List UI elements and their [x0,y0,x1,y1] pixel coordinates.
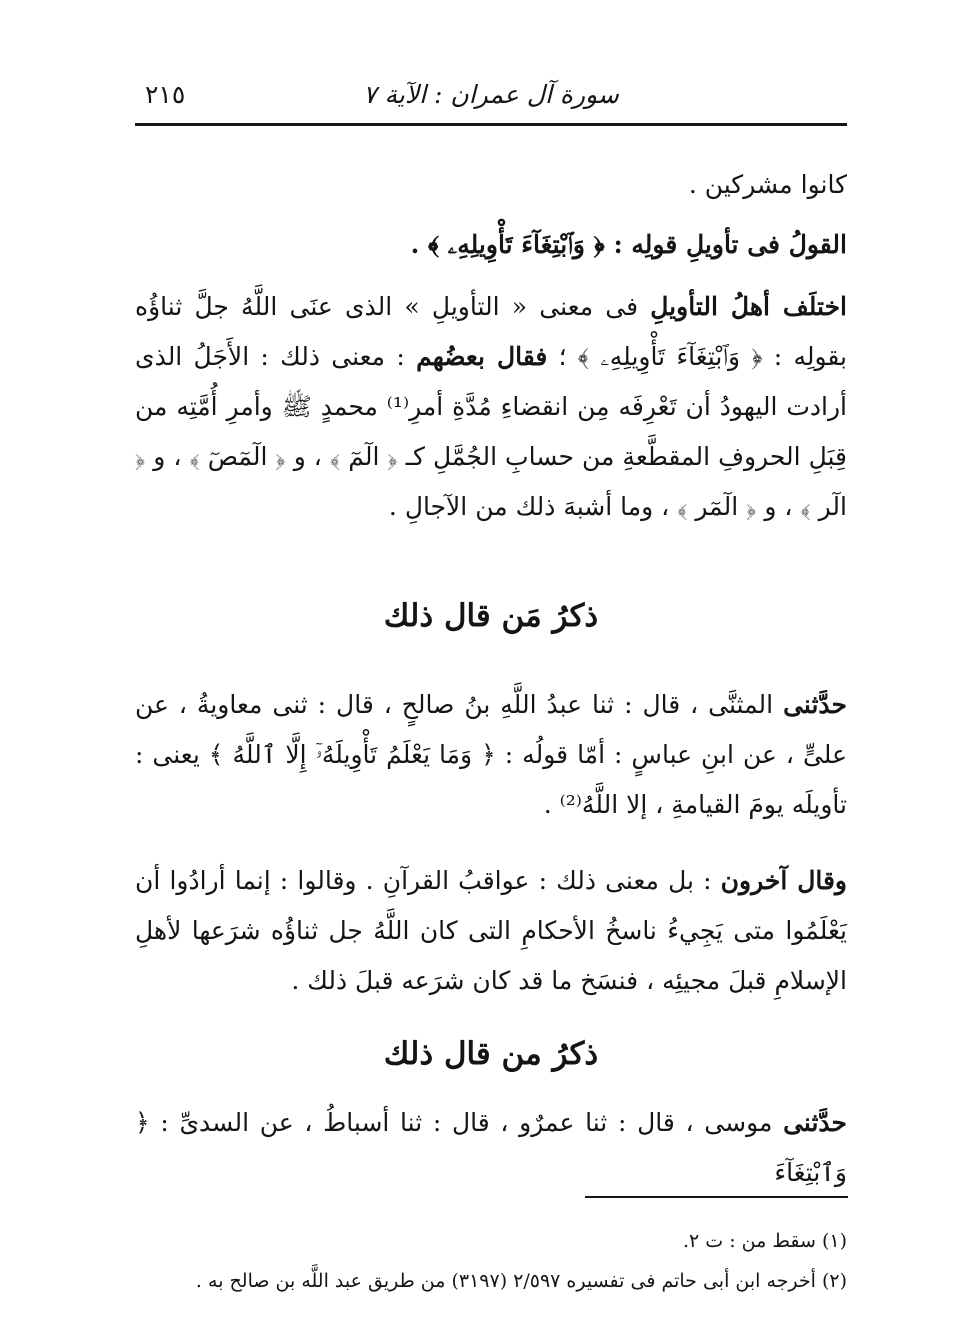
footnote-2: (٢) أخرجه ابن أبى حاتم فى تفسيره ٢/٥٩٧ (٣١٩٧) من طريق عبد اللَّه بن صالح به . [195,1270,847,1292]
paragraph-differing-views [135,282,847,532]
lead-phrase: فقال بعضُهم [416,342,548,371]
paragraph-text: موسى ، قال : ثنا عمرٌو ، قال : ثنا أسباطُ ، عن السدىِّ : ﴿ وَٱبْتِغَآءَ [135,1108,847,1187]
page-header [135,72,847,124]
section-title-interpretation: القولُ فى تأويلِ قولِه : ﴿ وَٱبْتِغَآءَ تَأْوِيلِهِۦ ﴾ . [410,230,847,259]
page-number: ٢١٥ [145,80,186,109]
paragraph-narration-1 [135,680,847,830]
paragraph-continuation: كانوا مشركين . [688,170,847,199]
paragraph-text: : معنى ذلك : الأَجَلُ الذى أرادت اليهودُ أن تَعْرِفَه مِن انقضاءِ مُدَّةِ أمرِ⁽¹⁾ محمدٍ ﷺ وأمرِ أُمَّتِه من قِبَلِ الحروفِ المقطَّعةِ من حسابِ الجُمَّلِ كـ ﴿ الٓمٓ ﴾ ، و ﴿ الٓمٓصٓ ﴾ ، و ﴿ الٓر ﴾ ، و ﴿ الٓمٓر ﴾ ، وما أشبهَ ذلك من الآجالِ . [135,342,847,521]
running-title: سورة آل عمران : الآية ٧ [363,80,619,109]
heading-who-said-so-2: ذكرُ من قال ذلك [383,1036,599,1072]
paragraph-text: المثنَّى ، قال : ثنا عبدُ اللَّهِ بنُ صالحٍ ، قال : ثنى معاويةُ ، عن علىٍّ ، عن ابنِ عباسٍ : أمّا قولُه : ﴿ وَمَا يَعْلَمُ تَأْوِيلَهُۥٓ إِلَّا ٱللَّهُ ﴾ يعنى : تأويلَه يومَ القيامةِ ، إلا اللَّهُ⁽²⁾ . [135,690,847,819]
lead-phrase: اختلَف أهلُ التأويلِ [650,292,847,321]
footnote-1: (١) سقط من : ت ٢. [682,1230,847,1252]
footnote-rule [585,1196,848,1198]
paragraph-text: : بل معنى ذلك : عواقبُ القرآنِ . وقالوا : إنما أرادُوا أن يَعْلَمُوا متى يَجِيءُ ناسخُ الأحكامِ التى كان اللَّهُ جل ثناؤُه شرَعها لأهلِ الإسلامِ قبلَ مجيئِه ، فنسَخ ما قد كان شرَعه قبلَ ذلك . [135,866,847,995]
header-rule [135,123,847,126]
paragraph-other-view [135,856,847,1006]
heading-who-said-so: ذكرُ مَن قال ذلك [383,598,599,634]
lead-phrase: وقال آخرون [720,866,847,895]
lead-phrase: حدَّثنى [783,1108,847,1137]
lead-phrase: حدَّثنى [783,690,847,719]
paragraph-narration-2 [135,1098,847,1198]
paragraph-text: فى معنى « التأويلِ » الذى عنَى اللَّهُ جلَّ ثناؤُه بقولِه : ﴿ وَٱبْتِغَآءَ تَأْوِيلِهِۦ ﴾ ؛ [135,292,847,371]
